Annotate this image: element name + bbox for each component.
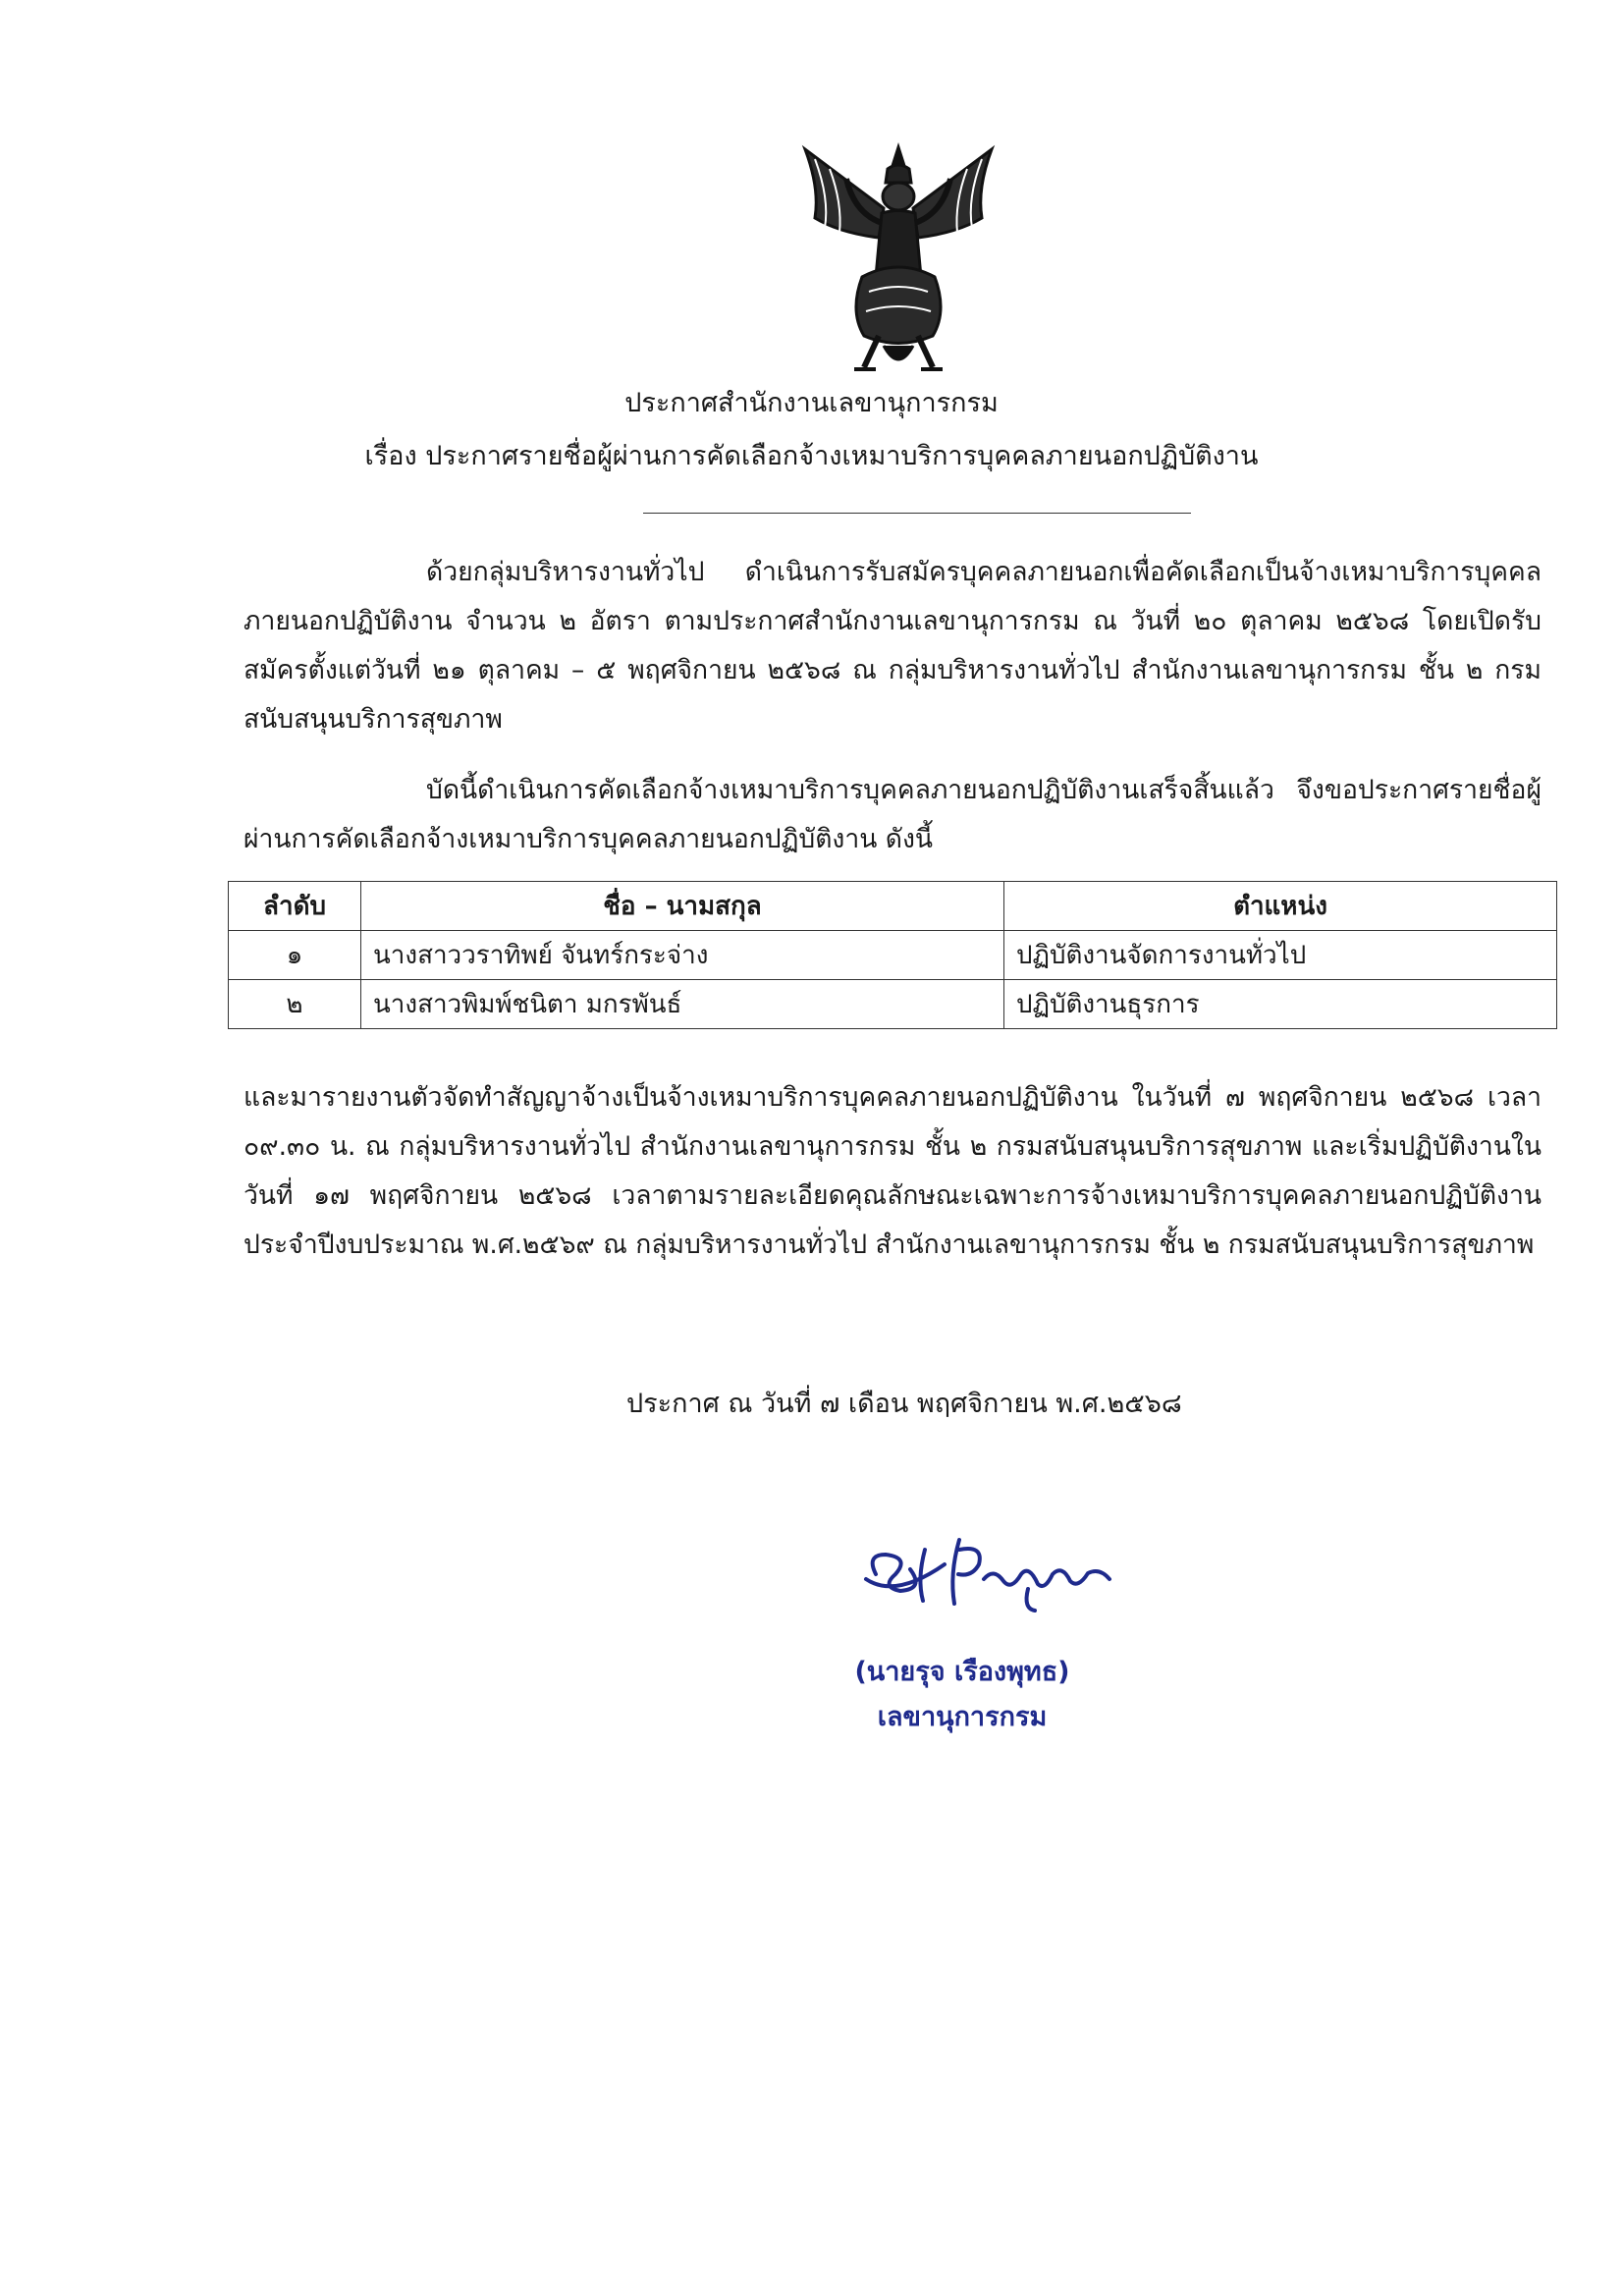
table-header-row (229, 882, 1557, 931)
document-title: ประกาศสำนักงานเลขานุการกรม (624, 388, 999, 418)
document-subject: เรื่อง ประกาศรายชื่อผู้ผ่านการคัดเลือกจ้างเหมาบริการบุคคลภายนอกปฏิบัติงาน (364, 441, 1259, 471)
selected-candidates-table (228, 881, 1557, 1029)
signer-name: (นายรุจ เรืองพุทธ) (854, 1657, 1070, 1687)
row-position: ปฏิบัติงานจัดการงานทั่วไป (1004, 931, 1557, 980)
header-position: ตำแหน่ง (1004, 882, 1557, 931)
header-divider (643, 513, 1191, 514)
header-name: ชื่อ – นามสกุล (361, 882, 1004, 931)
table-row (229, 980, 1557, 1029)
row-name: นางสาวพิมพ์ชนิตา มกรพันธ์ (361, 980, 1004, 1029)
row-order: ๑ (229, 931, 361, 980)
row-name: นางสาววราทิพย์ จันทร์กระจ่าง (361, 931, 1004, 980)
header-order: ลำดับ (229, 882, 361, 931)
signer-title: เลขานุการกรม (877, 1702, 1048, 1732)
paragraph-1-text: ด้วยกลุ่มบริหารงานทั่วไป ดำเนินการรับสมัครบุคคลภายนอกเพื่อคัดเลือกเป็นจ้างเหมาบริการบุคคลภายนอกปฏิบัติงาน จำนวน ๒ อัตรา ตามประกาศสำนักงานเลขานุการกรม ณ วันที่ ๒๐ ตุลาคม ๒๕๖๘ โดยเปิดรับสมัครตั้งแต่วันที่ ๒๑ ตุลาคม – ๕ พฤศจิกายน ๒๕๖๘ ณ กลุ่มบริหารงานทั่วไป สำนักงานเลขานุการกรม ชั้น ๒ กรมสนับสนุนบริการสุขภาพ (243, 557, 1542, 735)
paragraph-3: และมารายงานตัวจัดทำสัญญาจ้างเป็นจ้างเหมาบริการบุคคลภายนอกปฏิบัติงาน ในวันที่ ๗ พฤศจิกายน ๒๕๖๘ เวลา ๐๙.๓๐ น. ณ กลุ่มบริหารงานทั่วไป สำนักงานเลขานุการกรม ชั้น ๒ กรมสนับสนุนบริการสุขภาพ และเริ่มปฏิบัติงานในวันที่ ๑๗ พฤศจิกายน ๒๕๖๘ เวลาตามรายละเอียดคุณลักษณะเฉพาะการจ้างเหมาบริการบุคคลภายนอกปฏิบัติงาน ประจำปีงบประมาณ พ.ศ.๒๕๖๙ ณ กลุ่มบริหารงานทั่วไป สำนักงานเลขานุการกรม ชั้น ๒ กรมสนับสนุนบริการสุขภาพ (243, 1082, 1542, 1260)
announcement-date: ประกาศ ณ วันที่ ๗ เดือน พฤศจิกายน พ.ศ.๒๕๖๘ (626, 1389, 1182, 1419)
handwritten-signature-icon (856, 1530, 1131, 1618)
paragraph-1 (243, 548, 1542, 744)
signer-block (844, 1650, 1080, 1740)
paragraph-2 (243, 766, 1542, 864)
paragraph-2-text: บัดนี้ดำเนินการคัดเลือกจ้างเหมาบริการบุคคลภายนอกปฏิบัติงานเสร็จสิ้นแล้ว จึงขอประกาศรายชื่อผู้ผ่านการคัดเลือกจ้างเหมาบริการบุคคลภายนอกปฏิบัติงาน ดังนี้ (243, 775, 1542, 854)
table-row (229, 931, 1557, 980)
row-order: ๒ (229, 980, 361, 1029)
row-position: ปฏิบัติงานธุรการ (1004, 980, 1557, 1029)
garuda-emblem-icon (785, 139, 1011, 375)
